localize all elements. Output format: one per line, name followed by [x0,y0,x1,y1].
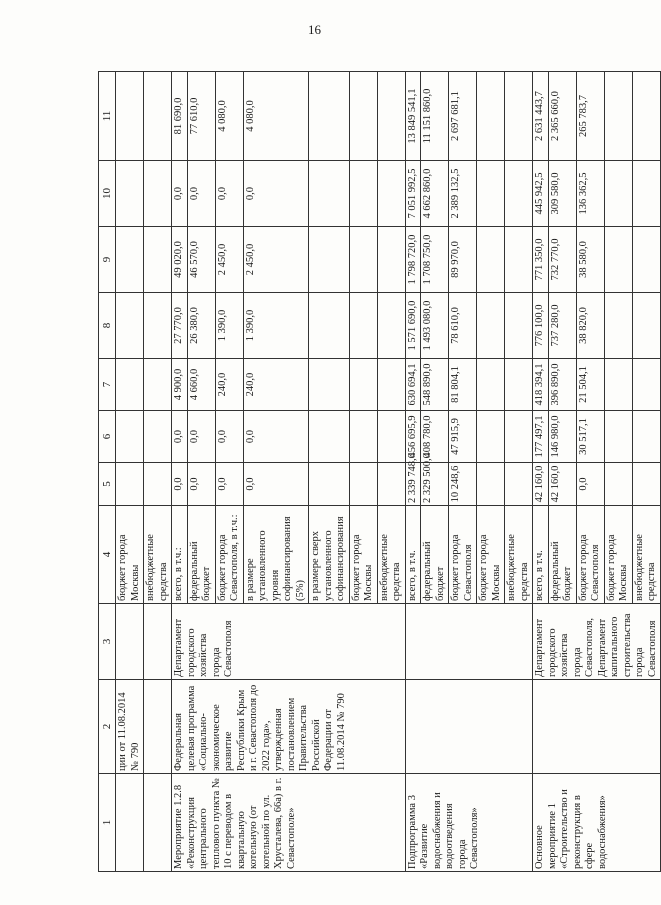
cell-col-6: 0,0 [172,411,188,463]
cell-col-8: 1 390,0 [215,293,243,359]
cell-col-7 [477,359,505,411]
cell-col-9 [349,227,377,293]
cell-col-6 [309,411,350,463]
funding-source: в размере установленного уровня софинансирования (5%) [243,506,309,604]
cell-col-9: 771 350,0 [533,227,549,293]
cell-col-11 [144,72,172,161]
cell-col-11: 2 697 681,1 [449,72,477,161]
cell-col-3 [116,604,144,680]
cell-col-8 [477,293,505,359]
funding-source: внебюджетные средства [632,506,660,604]
cell-col-9: 2 450,0 [215,227,243,293]
cell-col-11: 265 783,7 [576,72,604,161]
cell-col-11: 13 849 541,1 [405,72,421,161]
cell-col-9 [604,227,632,293]
cell-col-11 [116,72,144,161]
cell-col-9: 89 970,0 [449,227,477,293]
cell-col-8: 27 770,0 [172,293,188,359]
cell-col-9 [144,227,172,293]
cell-col-6 [604,411,632,463]
cell-col-10: 0,0 [187,161,215,227]
cell-col-7: 4 660,0 [187,359,215,411]
cell-col-10: 0,0 [243,161,309,227]
funding-source: бюджет города Севастополя, в т.ч.: [215,506,243,604]
cell-col-7 [505,359,533,411]
funding-source: в размере сверх установленного софинансирования [309,506,350,604]
cell-col-8: 1 571 690,0 [405,293,421,359]
funding-source: федеральный бюджет [187,506,215,604]
cell-col-9: 46 570,0 [187,227,215,293]
table-row [405,72,421,872]
cell-col-8: 1 390,0 [243,293,309,359]
cell-col-7 [632,359,660,411]
cell-col-1: Основное мероприятие 1 «Строительство и реконструкция в сфере водоснабжения» [533,774,661,872]
cell-col-11 [604,72,632,161]
cell-col-7 [377,359,405,411]
cell-col-7: 548 890,0 [421,359,449,411]
cell-col-9: 1 798 720,0 [405,227,421,293]
cell-col-5 [377,463,405,506]
funding-source: бюджет города Москвы [116,506,144,604]
cell-col-5 [144,463,172,506]
cell-col-1: Подпрограмма 3 «Развитие водоснабжения и водоотведения города Севастополя» [405,774,533,872]
cell-col-5: 0,0 [172,463,188,506]
cell-col-8: 38 820,0 [576,293,604,359]
cell-col-8: 78 610,0 [449,293,477,359]
cell-col-6 [144,411,172,463]
cell-col-10 [377,161,405,227]
cell-col-10 [477,161,505,227]
budget-table [98,71,661,872]
cell-col-10: 7 051 992,5 [405,161,421,227]
cell-col-9: 38 580,0 [576,227,604,293]
cell-col-8 [632,293,660,359]
cell-col-7: 21 504,1 [576,359,604,411]
cell-col-11: 4 080,0 [243,72,309,161]
cell-col-6 [632,411,660,463]
funding-source: внебюджетные средства [377,506,405,604]
cell-col-8: 737 280,0 [548,293,576,359]
cell-col-10 [505,161,533,227]
col-header-6: 6 [99,411,116,463]
table-row [533,72,549,872]
cell-col-9 [309,227,350,293]
cell-col-2: ции от 11.08.2014 № 790 [116,680,144,774]
cell-col-6: 0,0 [215,411,243,463]
funding-source: бюджет города Севастополя [576,506,604,604]
cell-col-6: 177 497,1 [533,411,549,463]
cell-col-8: 776 100,0 [533,293,549,359]
cell-col-1: Мероприятие 1.2.8 «Реконструкция центрального теплового пункта № 10 с переводом в квартальную котельную (от котельной по ул. Хрусталева, 66а) в г. Севастополе» [172,774,406,872]
cell-col-3 [144,604,172,680]
cell-col-10 [144,161,172,227]
cell-col-5 [477,463,505,506]
cell-col-5 [505,463,533,506]
cell-col-9 [116,227,144,293]
cell-col-3: Департамент городского хозяйства города Севастополя, Департамент капитального строительства города Севастополя [533,604,661,680]
cell-col-5 [604,463,632,506]
cell-col-1 [144,774,172,872]
cell-col-8: 1 493 080,0 [421,293,449,359]
cell-col-10: 4 662 860,0 [421,161,449,227]
cell-col-7: 418 394,1 [533,359,549,411]
cell-col-6 [477,411,505,463]
funding-source: всего, в т.ч. [405,506,421,604]
cell-col-5: 2 339 748,6 [405,463,421,506]
cell-col-8 [144,293,172,359]
cell-col-3 [405,604,533,680]
cell-col-8 [377,293,405,359]
cell-col-7 [309,359,350,411]
cell-col-5 [632,463,660,506]
cell-col-7: 81 804,1 [449,359,477,411]
cell-col-10: 309 580,0 [548,161,576,227]
cell-col-11 [505,72,533,161]
funding-source: бюджет города Москвы [477,506,505,604]
cell-col-6: 456 695,9 [405,411,421,463]
funding-source: федеральный бюджет [421,506,449,604]
cell-col-11 [309,72,350,161]
cell-col-6: 0,0 [187,411,215,463]
cell-col-8 [116,293,144,359]
cell-col-10: 2 389 132,5 [449,161,477,227]
cell-col-3: Департамент городского хозяйства города Севастополя [172,604,406,680]
cell-col-7: 396 890,0 [548,359,576,411]
rotated-table-container [98,72,658,872]
cell-col-2: Федеральная целевая программа «Социально-экономическое развитие Республики Крым и г. Севастополя до 2022 года», утвержденная постановлением Правительства Российской Федерации от 11.08.2014 № 790 [172,680,406,774]
cell-col-11: 77 610,0 [187,72,215,161]
cell-col-2 [405,680,533,774]
cell-col-5 [309,463,350,506]
header-row [99,72,116,872]
page-number: 16 [308,22,321,37]
cell-col-5 [349,463,377,506]
cell-col-1 [116,774,144,872]
cell-col-9: 1 708 750,0 [421,227,449,293]
table-row [116,72,144,872]
cell-col-11: 2 365 660,0 [548,72,576,161]
cell-col-11: 81 690,0 [172,72,188,161]
funding-source: внебюджетные средства [505,506,533,604]
cell-col-10: 445 942,5 [533,161,549,227]
col-header-7: 7 [99,359,116,411]
table-row [172,72,188,872]
cell-col-5: 0,0 [576,463,604,506]
cell-col-11 [632,72,660,161]
cell-col-10: 0,0 [172,161,188,227]
cell-col-2 [533,680,661,774]
col-header-4: 4 [99,506,116,604]
cell-col-5: 0,0 [215,463,243,506]
cell-col-10: 136 362,5 [576,161,604,227]
col-header-9: 9 [99,227,116,293]
funding-source: бюджет города Севастополя [449,506,477,604]
cell-col-8 [604,293,632,359]
cell-col-9 [477,227,505,293]
cell-col-9: 2 450,0 [243,227,309,293]
cell-col-11: 2 631 443,7 [533,72,549,161]
cell-col-6: 0,0 [243,411,309,463]
cell-col-2 [144,680,172,774]
col-header-11: 11 [99,72,116,161]
cell-col-9 [632,227,660,293]
cell-col-6: 30 517,1 [576,411,604,463]
cell-col-7: 240,0 [243,359,309,411]
cell-col-9 [377,227,405,293]
cell-col-5: 10 248,6 [449,463,477,506]
col-header-1: 1 [99,774,116,872]
funding-source: бюджет города Москвы [604,506,632,604]
cell-col-5: 0,0 [187,463,215,506]
col-header-3: 3 [99,604,116,680]
cell-col-10: 0,0 [215,161,243,227]
cell-col-11 [477,72,505,161]
cell-col-6 [505,411,533,463]
cell-col-11 [377,72,405,161]
col-header-2: 2 [99,680,116,774]
cell-col-10 [604,161,632,227]
cell-col-9 [505,227,533,293]
table-row [144,72,172,872]
funding-source: внебюджетные средства [144,506,172,604]
cell-col-11 [349,72,377,161]
cell-col-9: 49 020,0 [172,227,188,293]
cell-col-11: 4 080,0 [215,72,243,161]
col-header-10: 10 [99,161,116,227]
funding-source: федеральный бюджет [548,506,576,604]
cell-col-7 [116,359,144,411]
cell-col-5 [116,463,144,506]
funding-source: бюджет города Москвы [349,506,377,604]
cell-col-6 [116,411,144,463]
cell-col-7 [144,359,172,411]
funding-source: всего, в т.ч.: [172,506,188,604]
cell-col-6 [377,411,405,463]
cell-col-5: 42 160,0 [533,463,549,506]
cell-col-6: 146 980,0 [548,411,576,463]
cell-col-10 [632,161,660,227]
cell-col-11: 11 151 860,0 [421,72,449,161]
cell-col-8: 26 380,0 [187,293,215,359]
cell-col-7: 4 900,0 [172,359,188,411]
cell-col-8 [349,293,377,359]
cell-col-5: 0,0 [243,463,309,506]
cell-col-5: 2 329 500,0 [421,463,449,506]
cell-col-7 [349,359,377,411]
cell-col-10 [309,161,350,227]
cell-col-8 [505,293,533,359]
cell-col-10 [116,161,144,227]
cell-col-7: 240,0 [215,359,243,411]
cell-col-6: 408 780,0 [421,411,449,463]
cell-col-9: 732 770,0 [548,227,576,293]
cell-col-5: 42 160,0 [548,463,576,506]
cell-col-8 [309,293,350,359]
cell-col-7: 630 694,1 [405,359,421,411]
cell-col-10 [349,161,377,227]
col-header-8: 8 [99,293,116,359]
cell-col-7 [604,359,632,411]
funding-source: всего, в т.ч. [533,506,549,604]
col-header-5: 5 [99,463,116,506]
cell-col-6: 47 915,9 [449,411,477,463]
cell-col-6 [349,411,377,463]
